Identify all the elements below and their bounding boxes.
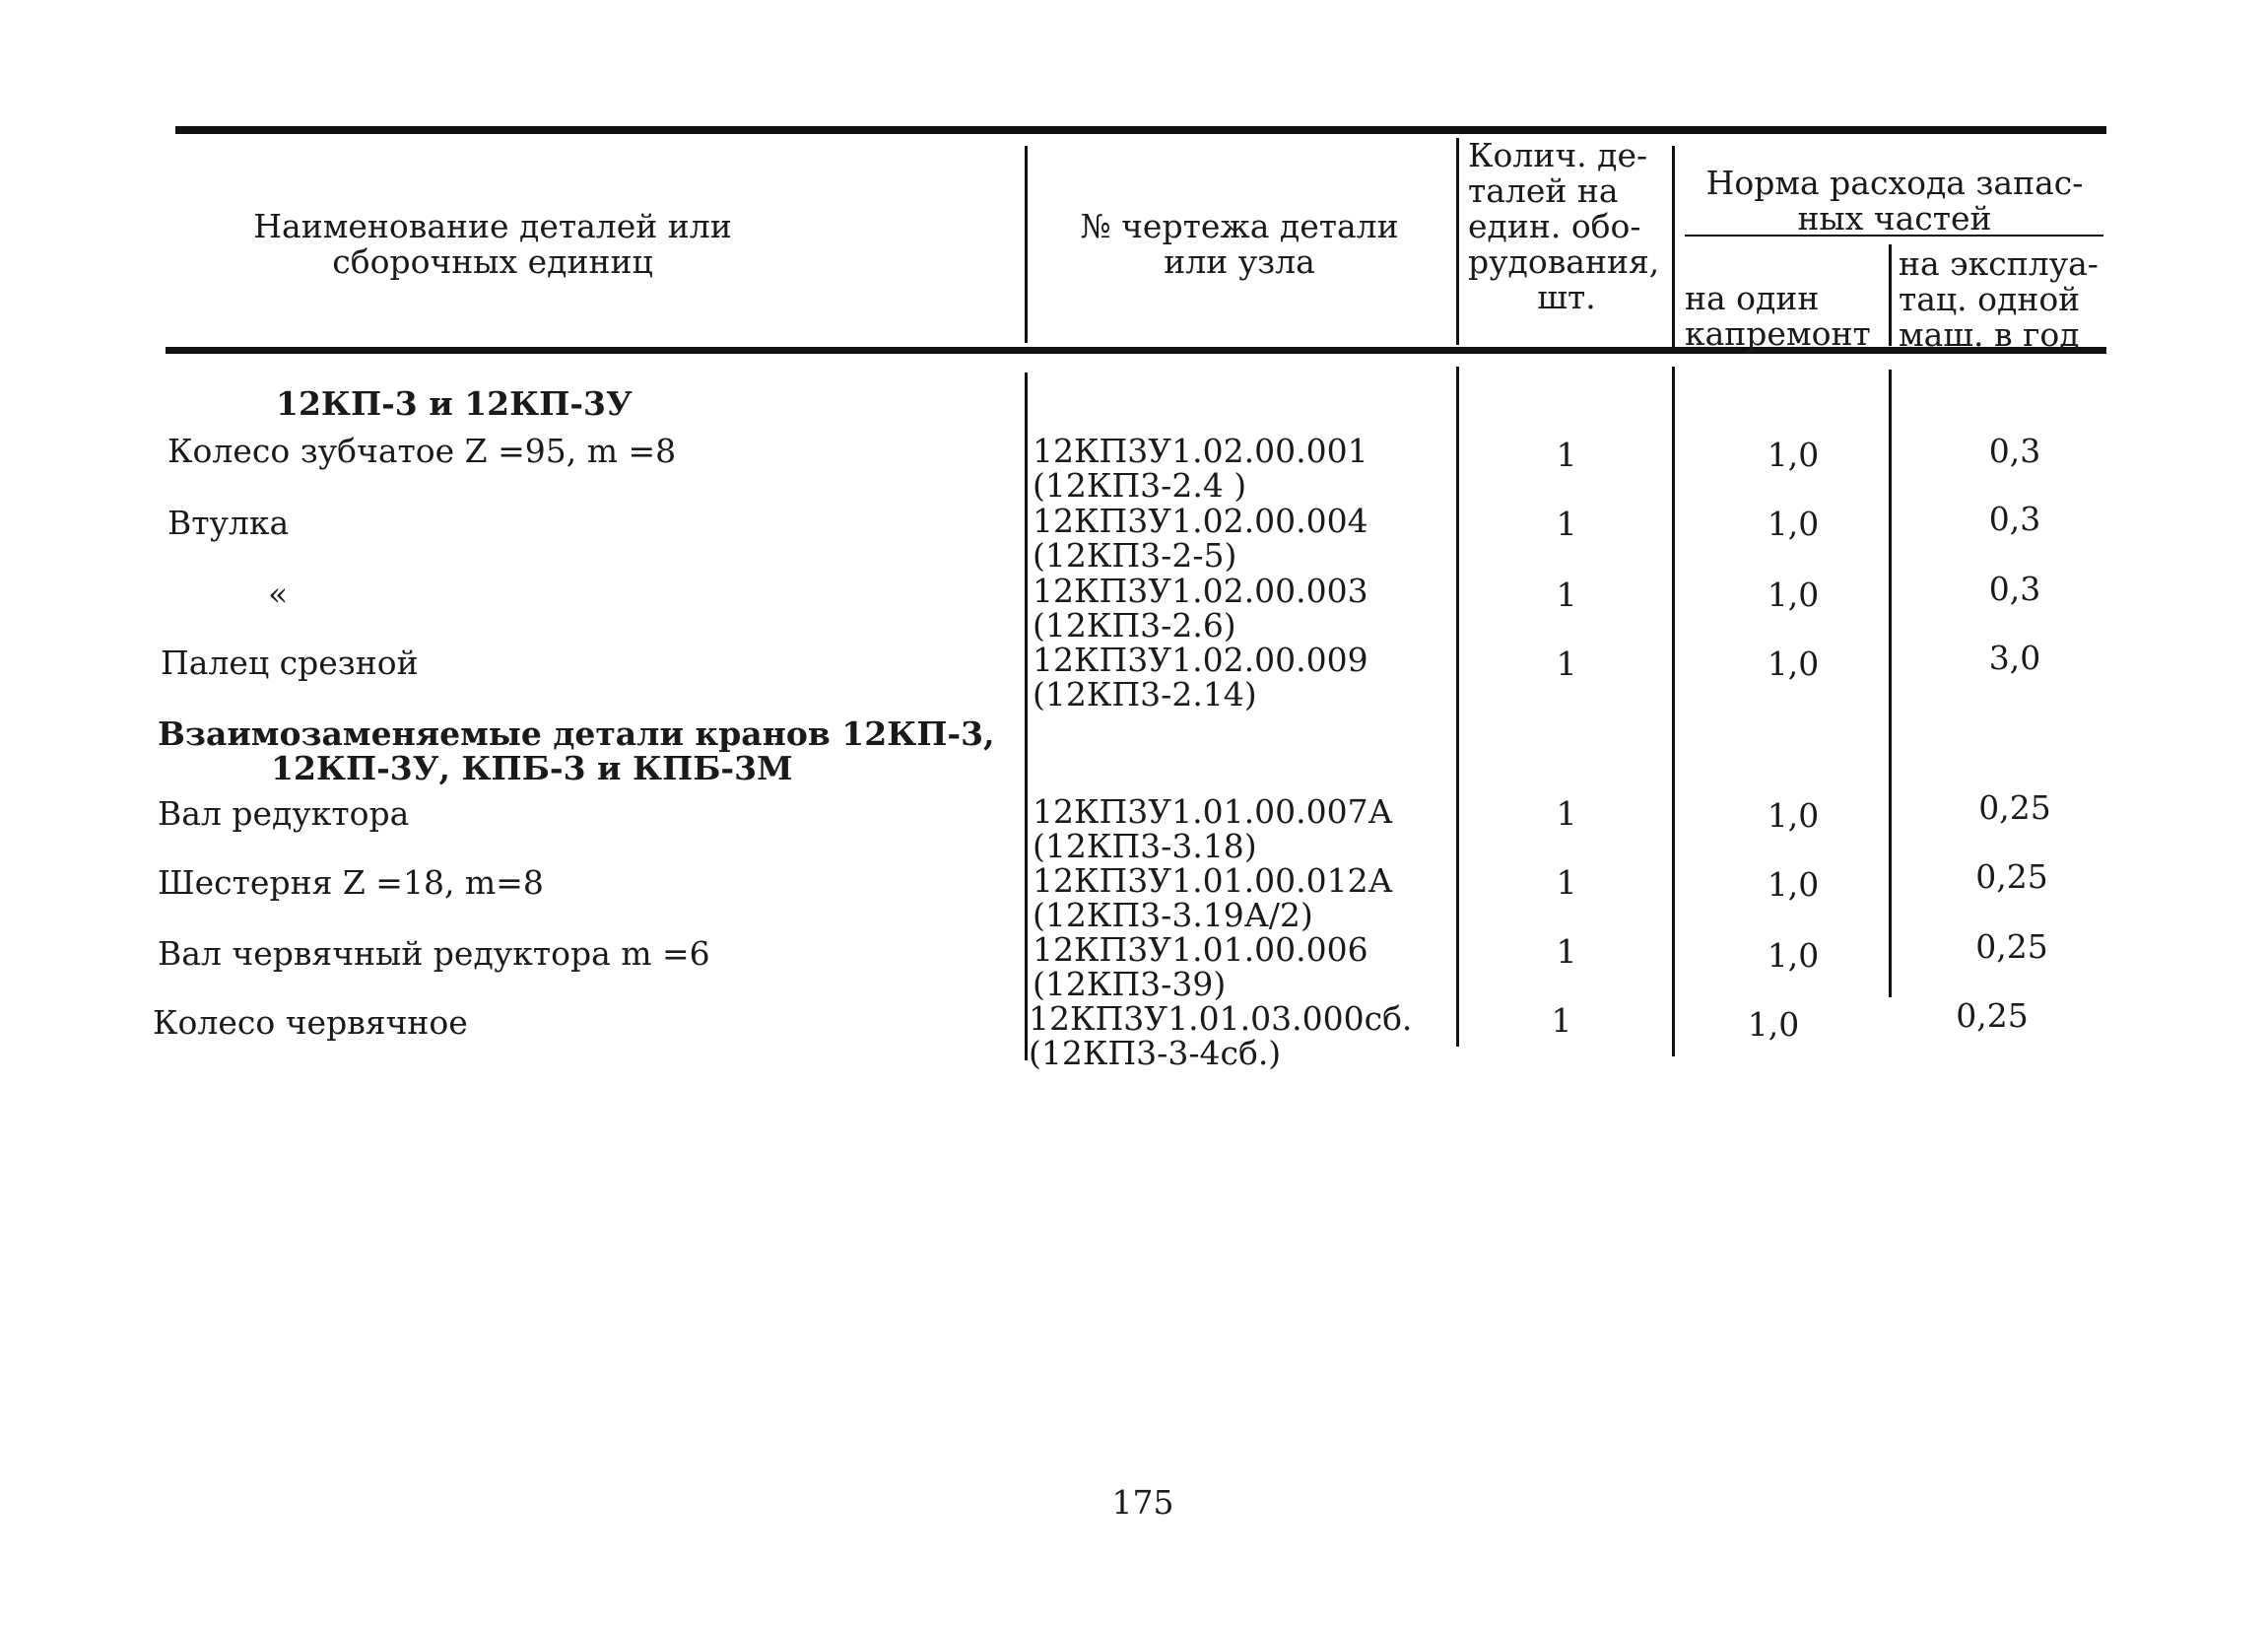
row-name: Колесо червячное — [153, 1003, 468, 1042]
header-norm-year-line2: тац. одной — [1899, 280, 2081, 318]
row-year: 0,25 — [1975, 927, 2048, 966]
row-name: Втулка — [167, 504, 290, 542]
row-code — [1029, 1001, 1412, 1070]
col-divider-1-body — [1025, 373, 1028, 1060]
row-repair: 1,0 — [1767, 436, 1820, 474]
header-norm-repair — [1685, 281, 1882, 352]
row-qty: 1 — [1556, 505, 1577, 543]
header-norm — [1683, 166, 2106, 237]
row-qty: 1 — [1556, 794, 1577, 833]
row-year: 3,0 — [1988, 639, 2041, 677]
header-norm-year-line1: на эксплуа- — [1899, 244, 2099, 283]
row-code-line1: 12КП3У1.02.00.001 — [1033, 432, 1368, 470]
row-code-line1: 12КП3У1.02.00.003 — [1033, 572, 1368, 610]
row-qty: 1 — [1551, 1001, 1572, 1040]
row-code-line1: 12КП3У1.01.00.012А — [1033, 861, 1393, 900]
row-name: Шестерня Z =18, m=8 — [158, 863, 544, 902]
header-qty-line4: рудования, — [1468, 242, 1660, 281]
header-norm-year — [1899, 244, 2099, 354]
header-drawing-line1: № чертежа детали — [1080, 207, 1399, 245]
row-code-line1: 12КП3У1.02.00.004 — [1033, 502, 1368, 540]
row-repair: 1,0 — [1767, 645, 1820, 683]
header-norm-line1: Норма расхода запас- — [1705, 164, 2084, 202]
row-year: 0,25 — [1978, 788, 2051, 827]
col-divider-4 — [1889, 244, 1892, 346]
row-year: 0,25 — [1975, 857, 2048, 896]
header-norm-year-line3: маш. в год — [1899, 315, 2080, 354]
row-code-line1: 12КП3У1.01.00.007А — [1033, 792, 1393, 831]
header-qty — [1468, 138, 1665, 315]
row-code-line1: 12КП3У1.01.03.000сб. — [1029, 999, 1413, 1038]
row-code-line2: (12КП3-39) — [1033, 965, 1227, 1003]
row-repair: 1,0 — [1767, 936, 1820, 975]
page-number: 175 — [1111, 1483, 1174, 1522]
row-repair: 1,0 — [1767, 576, 1820, 614]
header-qty-line2: талей на — [1468, 171, 1619, 210]
row-repair: 1,0 — [1767, 505, 1820, 543]
row-year: 0,3 — [1988, 500, 2041, 538]
row-code — [1033, 794, 1393, 863]
header-norm-repair-line2: капремонт — [1685, 314, 1871, 353]
row-repair: 1,0 — [1747, 1005, 1800, 1044]
header-qty-line1: Колич. де- — [1468, 136, 1648, 174]
row-name: « — [268, 575, 289, 613]
header-name-line1: Наименование деталей или — [253, 207, 732, 245]
row-repair: 1,0 — [1767, 865, 1820, 904]
table-top-rule — [175, 126, 2106, 134]
row-code — [1033, 863, 1393, 932]
row-qty: 1 — [1556, 576, 1577, 614]
header-drawing-line2: или узла — [1164, 242, 1315, 281]
row-code-line2: (12КП3-2.4 ) — [1033, 466, 1247, 505]
section-title — [158, 716, 995, 785]
col-divider-4-body — [1889, 370, 1892, 997]
row-code-line2: (12КП3-3.19А/2) — [1033, 896, 1313, 934]
header-qty-line3: един. обо- — [1468, 207, 1641, 245]
col-divider-2 — [1456, 138, 1459, 345]
row-code — [1033, 643, 1368, 712]
row-qty: 1 — [1556, 645, 1577, 683]
row-name: Вал червячный редуктора m =6 — [158, 934, 710, 973]
row-code-line1: 12КП3У1.02.00.009 — [1033, 641, 1368, 679]
row-name: Колесо зубчатое Z =95, m =8 — [167, 432, 677, 470]
row-code-line2: (12КП3-2-5) — [1033, 536, 1237, 575]
row-code-line2: (12КП3-2.14) — [1033, 675, 1257, 713]
header-name-line2: сборочных единиц — [332, 242, 653, 281]
header-norm-line2: ных частей — [1797, 199, 1992, 238]
row-code — [1033, 504, 1368, 573]
row-name: Палец срезной — [161, 644, 419, 682]
col-divider-3 — [1672, 146, 1675, 348]
row-year: 0,3 — [1988, 570, 2041, 608]
row-name: Вал редуктора — [158, 794, 410, 833]
row-code — [1033, 574, 1368, 643]
row-year: 0,25 — [1956, 996, 2029, 1035]
section-title-line2: 12КП-3У, КПБ-3 и КПБ-3М — [271, 749, 793, 787]
row-code-line2: (12КП3-3.18) — [1033, 827, 1257, 865]
section-title: 12КП-3 и 12КП-3У — [276, 384, 633, 423]
col-divider-2-body — [1456, 367, 1459, 1047]
row-code-line2: (12КП3-3-4сб.) — [1029, 1034, 1282, 1072]
header-norm-repair-line1: на один — [1685, 279, 1820, 317]
row-code — [1033, 434, 1368, 503]
header-name — [236, 209, 749, 280]
row-code-line1: 12КП3У1.01.00.006 — [1033, 930, 1368, 969]
header-drawing — [1033, 209, 1446, 280]
section-title-line1: Взаимозаменяемые детали кранов 12КП-3, — [158, 714, 995, 753]
row-code-line2: (12КП3-2.6) — [1033, 606, 1236, 645]
col-divider-1 — [1025, 146, 1028, 343]
row-repair: 1,0 — [1767, 796, 1820, 835]
col-divider-3-body — [1672, 367, 1675, 1056]
row-qty: 1 — [1556, 863, 1577, 902]
row-qty: 1 — [1556, 436, 1577, 474]
row-year: 0,3 — [1988, 432, 2041, 470]
header-qty-line5: шт. — [1537, 278, 1596, 316]
row-qty: 1 — [1556, 932, 1577, 971]
row-code — [1033, 932, 1368, 1001]
